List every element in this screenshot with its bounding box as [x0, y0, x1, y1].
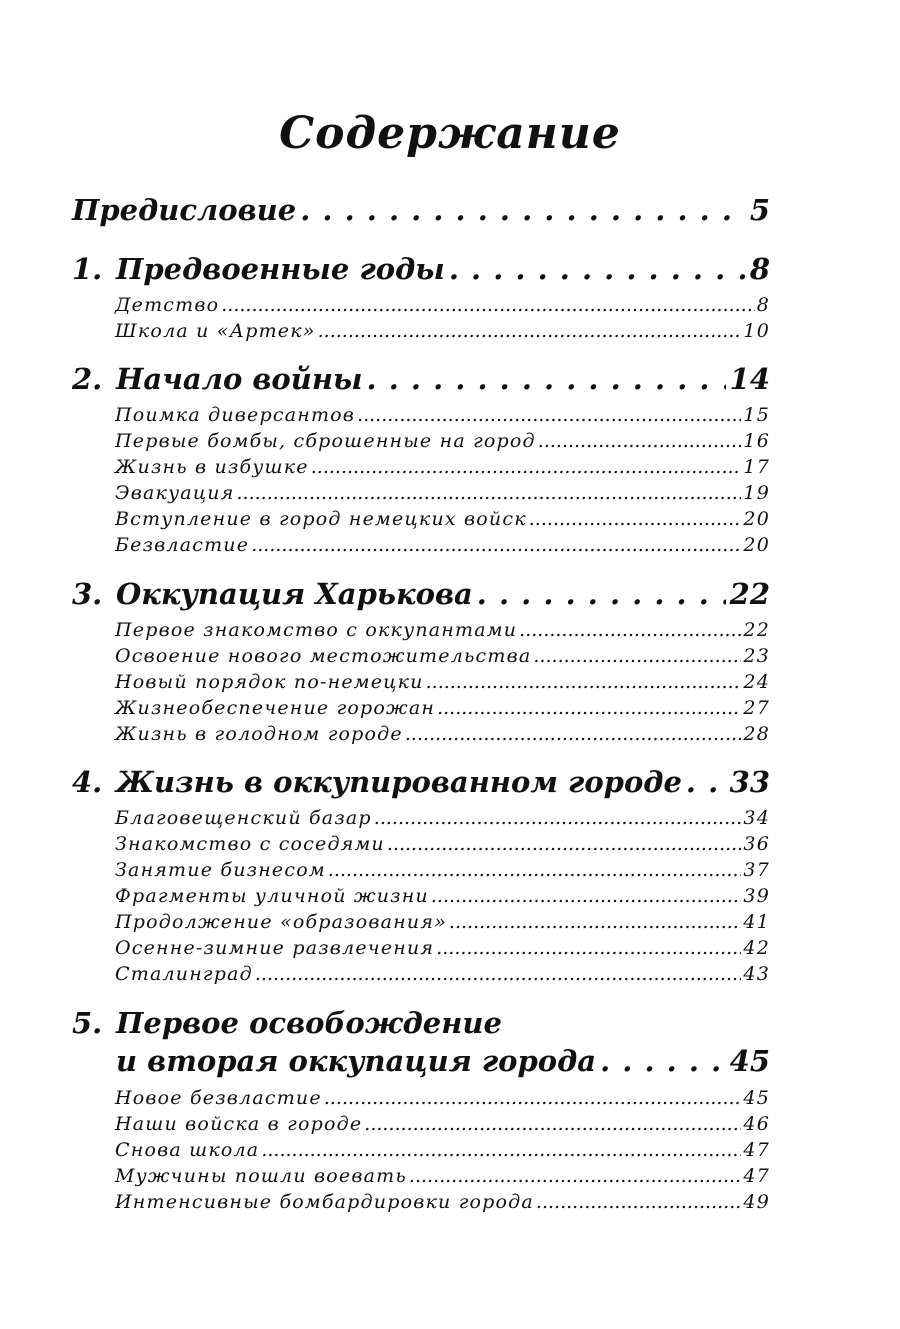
- dot-leader: [409, 1165, 742, 1187]
- section-title: Жизнь в голодном городе: [115, 723, 403, 745]
- page-title: Содержание: [279, 108, 621, 159]
- dot-leader: [221, 294, 754, 316]
- chapter-number: 3.: [72, 577, 103, 611]
- toc-section[interactable]: [115, 1113, 770, 1135]
- chapter-number: 4.: [72, 765, 103, 799]
- toc-section[interactable]: [115, 482, 770, 504]
- toc-section[interactable]: [115, 1165, 770, 1187]
- section-page: 43: [743, 963, 770, 985]
- dot-leader: [436, 937, 741, 959]
- chapter-title: 2. Начало войны: [72, 362, 363, 396]
- section-page: 41: [743, 911, 770, 933]
- section-page: 39: [743, 885, 770, 907]
- toc-section[interactable]: [115, 294, 770, 316]
- chapter-title-line2: и вторая оккупация города: [116, 1044, 597, 1078]
- chapter-page: 22: [729, 577, 770, 611]
- toc-section[interactable]: [115, 619, 770, 641]
- dot-leader: [357, 404, 741, 426]
- toc-chapter-5[interactable]: [116, 1044, 770, 1078]
- section-page: 37: [743, 859, 770, 881]
- dot-leader: [318, 320, 742, 342]
- dot-leader: [449, 252, 746, 286]
- toc-section[interactable]: [115, 1191, 770, 1213]
- section-page: 15: [743, 404, 770, 426]
- section-page: 27: [743, 697, 770, 719]
- toc-section[interactable]: [115, 911, 770, 933]
- dot-leader: [367, 362, 726, 396]
- toc-section[interactable]: [115, 320, 770, 342]
- section-page: 45: [743, 1087, 770, 1109]
- section-title: Интенсивные бомбардировки города: [115, 1191, 534, 1213]
- dot-leader: [311, 456, 742, 478]
- section-page: 28: [743, 723, 770, 745]
- dot-leader: [387, 833, 742, 855]
- section-page: 20: [743, 534, 770, 556]
- dot-leader: [405, 723, 742, 745]
- section-title: Продолжение «образования»: [115, 911, 447, 933]
- section-title: Жизнь в избушке: [115, 456, 309, 478]
- section-page: 47: [743, 1165, 770, 1187]
- section-title: Поимка диверсантов: [115, 404, 356, 426]
- section-page: 17: [743, 456, 770, 478]
- toc-section[interactable]: [115, 807, 770, 829]
- chapter-number: 2.: [72, 362, 103, 396]
- dot-leader: [533, 645, 741, 667]
- toc-section[interactable]: [115, 430, 770, 452]
- toc-section[interactable]: [115, 534, 770, 556]
- section-page: 36: [743, 833, 770, 855]
- entry-title: Предисловие: [72, 193, 297, 227]
- section-page: 34: [743, 807, 770, 829]
- section-page: 23: [743, 645, 770, 667]
- dot-leader: [449, 911, 742, 933]
- section-title: Наши войска в городе: [115, 1113, 363, 1135]
- dot-leader: [426, 671, 742, 693]
- dot-leader: [261, 1139, 741, 1161]
- section-page: 22: [743, 619, 770, 641]
- toc-section[interactable]: [115, 963, 770, 985]
- chapter-title: 3. Оккупация Харькова: [72, 577, 473, 611]
- dot-leader: [374, 807, 742, 829]
- toc-section[interactable]: [115, 645, 770, 667]
- toc-section[interactable]: [115, 833, 770, 855]
- section-title: Жизнеобеспечение горожан: [115, 697, 436, 719]
- toc-section[interactable]: [115, 456, 770, 478]
- toc-section[interactable]: [115, 859, 770, 881]
- dot-leader: [364, 1113, 741, 1135]
- chapter-number: 5.: [72, 1006, 103, 1040]
- toc-entry-preface[interactable]: [72, 193, 770, 227]
- section-title: Новый порядок по-немецки: [115, 671, 424, 693]
- section-title: Освоение нового местожительства: [115, 645, 532, 667]
- toc-chapter-5-line1[interactable]: [72, 1006, 502, 1040]
- dot-leader: [300, 193, 746, 227]
- toc-section[interactable]: [115, 937, 770, 959]
- entry-page: 5: [749, 193, 770, 227]
- toc-section[interactable]: [115, 671, 770, 693]
- toc-chapter-4[interactable]: [72, 765, 770, 799]
- toc-section[interactable]: [115, 697, 770, 719]
- dot-leader: [437, 697, 741, 719]
- section-page: 8: [756, 294, 770, 316]
- chapter-title: 4. Жизнь в оккупированном городе: [72, 765, 682, 799]
- section-page: 16: [743, 430, 770, 452]
- section-title: Фрагменты уличной жизни: [115, 885, 429, 907]
- section-title: Мужчины пошли воевать: [115, 1165, 407, 1187]
- dot-leader: [519, 619, 741, 641]
- section-title: Сталинград: [115, 963, 253, 985]
- section-title: Школа и «Артек»: [115, 320, 316, 342]
- section-title: Благовещенский базар: [115, 807, 372, 829]
- dot-leader: [600, 1044, 726, 1078]
- dot-leader: [328, 859, 742, 881]
- toc-section[interactable]: [115, 508, 770, 530]
- dot-leader: [251, 534, 741, 556]
- chapter-page: 45: [729, 1044, 770, 1078]
- dot-leader: [324, 1087, 742, 1109]
- chapter-title-line1: Первое освобождение: [116, 1006, 502, 1040]
- dot-leader: [477, 577, 726, 611]
- chapter-page: 14: [729, 362, 770, 396]
- section-page: 49: [743, 1191, 770, 1213]
- toc-section[interactable]: [115, 1087, 770, 1109]
- section-title: Первое знакомство с оккупантами: [115, 619, 518, 641]
- dot-leader: [686, 765, 726, 799]
- chapter-page: 33: [729, 765, 770, 799]
- dot-leader: [529, 508, 742, 530]
- section-title: Эвакуация: [115, 482, 235, 504]
- section-title: Первые бомбы, сброшенные на город: [115, 430, 536, 452]
- section-title: Знакомство с соседями: [115, 833, 385, 855]
- toc-chapter-1[interactable]: [72, 252, 770, 286]
- section-title: Вступление в город немецких войск: [115, 508, 527, 530]
- chapter-page: 8: [749, 252, 770, 286]
- toc-chapter-3[interactable]: [72, 577, 770, 611]
- section-title: Осенне-зимние развлечения: [115, 937, 435, 959]
- section-page: 42: [743, 937, 770, 959]
- chapter-number: 1.: [72, 252, 103, 286]
- section-title: Занятие бизнесом: [115, 859, 326, 881]
- dot-leader: [538, 430, 742, 452]
- dot-leader: [255, 963, 742, 985]
- toc-section[interactable]: [115, 404, 770, 426]
- section-page: 19: [743, 482, 770, 504]
- section-page: 47: [743, 1139, 770, 1161]
- section-page: 20: [743, 508, 770, 530]
- dot-leader: [237, 482, 742, 504]
- section-page: 10: [743, 320, 770, 342]
- section-title: Детство: [115, 294, 220, 316]
- toc-section[interactable]: [115, 885, 770, 907]
- dot-leader: [536, 1191, 742, 1213]
- section-title: Новое безвластие: [115, 1087, 322, 1109]
- toc-chapter-2[interactable]: [72, 362, 770, 396]
- section-page: 46: [743, 1113, 770, 1135]
- chapter-title: 1. Предвоенные годы: [72, 252, 445, 286]
- section-title: Безвластие: [115, 534, 250, 556]
- dot-leader: [431, 885, 742, 907]
- toc-section[interactable]: [115, 1139, 770, 1161]
- toc-section[interactable]: [115, 723, 770, 745]
- section-title: Снова школа: [115, 1139, 260, 1161]
- section-page: 24: [743, 671, 770, 693]
